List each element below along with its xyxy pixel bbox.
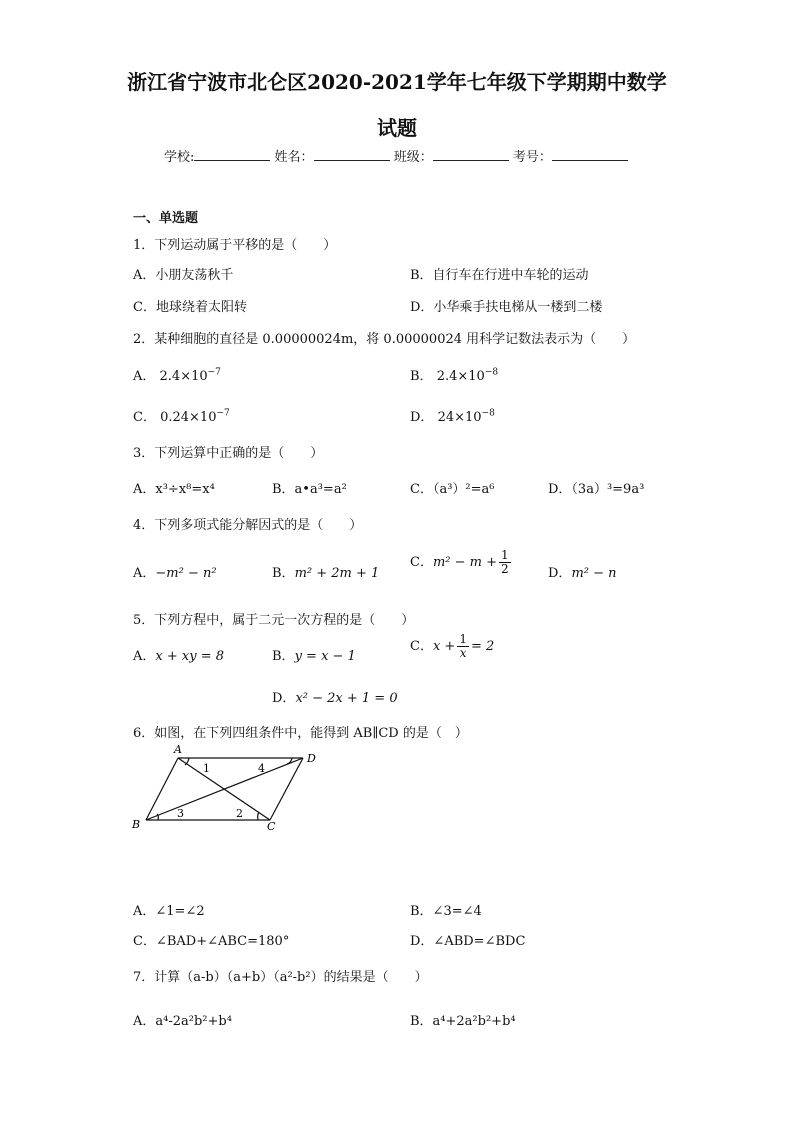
exponent: −7 [207,367,221,378]
q4-stem: 4．下列多项式能分解因式的是（ ） [133,518,363,533]
q4-option-d[interactable] [548,562,617,581]
class-blank[interactable] [433,148,509,161]
option-expression: x + [432,639,456,654]
option-expression: m² + 2m + 1 [294,566,380,581]
q7-option-b[interactable]: B．a⁴+2a²b²+b⁴ [410,1014,516,1029]
fraction: $\frac{1}{x}$ [459,632,467,660]
option-expression: x + xy = 8 [155,649,224,664]
angle-4-label: 4 [258,762,265,775]
q5-option-c[interactable] [410,633,494,660]
name-blank[interactable] [314,148,390,161]
class-label: 班级： [393,150,433,165]
exponent: −7 [216,408,230,419]
option-expression: m² − m + [432,555,498,570]
q5-stem: 5．下列方程中，属于二元一次方程的是（ ） [133,613,415,628]
option-label: C． [410,555,433,570]
exam-title-line1: 浙江省宁波市北仑区2020-2021学年七年级下学期期中数学 [127,70,667,94]
angle-2-arc [258,812,259,820]
option-label: B． [272,566,295,581]
option-expression: y = x − 1 [294,649,356,664]
option-label: A． [133,649,156,664]
option-value: 0.24×10 [160,410,217,425]
angle-1-arc [185,758,189,765]
option-label: D． [272,691,296,706]
id-blank[interactable] [552,148,628,161]
angle-2-label: 2 [236,807,243,820]
option-value: 24×10 [437,410,482,425]
option-label: C． [133,410,156,425]
q2-option-c[interactable] [133,406,230,425]
option-expression: = 2 [470,639,495,654]
q6-figure [128,742,328,834]
q5-option-a[interactable] [133,645,224,664]
option-value: 2.4×10 [436,369,485,384]
angle-1-label: 1 [203,762,210,775]
q6-stem: 6．如图，在下列四组条件中，能得到 AB∥CD 的是（ ） [133,726,468,741]
q6-option-b[interactable]: B．∠3=∠4 [410,904,482,919]
id-label: 考号： [512,150,552,165]
q2-option-a[interactable] [133,365,221,384]
q5-option-b[interactable] [272,645,356,664]
segment-dc [270,758,303,820]
q4-option-b[interactable] [272,562,379,581]
q1-option-d[interactable]: D．小华乘手扶电梯从一楼到二楼 [410,300,603,315]
school-blank[interactable] [194,148,270,161]
q6-option-d[interactable]: D．∠ABD=∠BDC [410,934,526,949]
q7-option-a[interactable]: A．a⁴-2a²b²+b⁴ [133,1014,232,1029]
exam-title-line2: 试题 [377,116,417,140]
point-a-label: A [174,743,182,756]
option-label: B． [410,369,433,384]
q1-stem: 1．下列运动属于平移的是（ ） [133,238,337,253]
q3-option-b[interactable]: B．a•a³=a² [272,482,347,497]
q3-option-d[interactable]: D．（3a）³=9a³ [548,482,645,497]
option-label: A． [133,369,156,384]
point-c-label: C [267,820,276,833]
q1-option-a[interactable]: A．小朋友荡秋千 [133,268,234,283]
exponent: −8 [484,367,499,378]
fraction: $\frac{1}{2}$ [501,548,509,576]
q1-option-c[interactable]: C．地球绕着太阳转 [133,300,247,315]
q4-option-c[interactable] [410,549,513,576]
q2-option-d[interactable] [410,406,495,425]
name-label: 姓名： [274,150,314,165]
q3-option-c[interactable]: C．（a³）²=a⁶ [410,482,495,497]
segment-ab [146,758,178,820]
q2-stem: 2．某种细胞的直径是 0.00000024m，将 0.00000024 用科学记数法表示为（ ） [133,332,636,347]
q5-option-d[interactable] [272,687,398,706]
option-label: A． [133,566,156,581]
point-d-label: D [307,752,316,765]
q7-stem: 7．计算（a-b）（a+b）（a²-b²）的结果是（ ） [133,970,428,985]
angle-3-arc [157,814,158,820]
option-label: C． [410,639,433,654]
q4-option-a[interactable] [133,562,217,581]
q6-option-c[interactable]: C．∠BAD+∠ABC=180° [133,934,290,949]
option-label: D． [410,410,434,425]
q2-option-b[interactable] [410,365,498,384]
q6-option-a[interactable]: A．∠1=∠2 [133,904,205,919]
section-heading: 一、单选题 [133,211,199,226]
angle-3-label: 3 [177,807,184,820]
q3-option-a[interactable]: A．x³÷x⁸=x⁴ [133,482,215,497]
point-b-label: B [132,818,141,831]
option-expression: −m² − n² [155,566,217,581]
school-label: 学校: [164,150,195,165]
option-value: 2.4×10 [159,369,208,384]
segment-bd [146,758,303,820]
option-expression: x² − 2x + 1 = 0 [295,691,398,706]
option-label: D． [548,566,572,581]
exponent: −8 [481,408,495,419]
q3-stem: 3．下列运算中正确的是（ ） [133,446,324,461]
q1-option-b[interactable]: B．自行车在行进中车轮的运动 [410,268,589,283]
option-label: B． [272,649,295,664]
student-info-row [164,146,628,165]
option-expression: m² − n [571,566,617,581]
